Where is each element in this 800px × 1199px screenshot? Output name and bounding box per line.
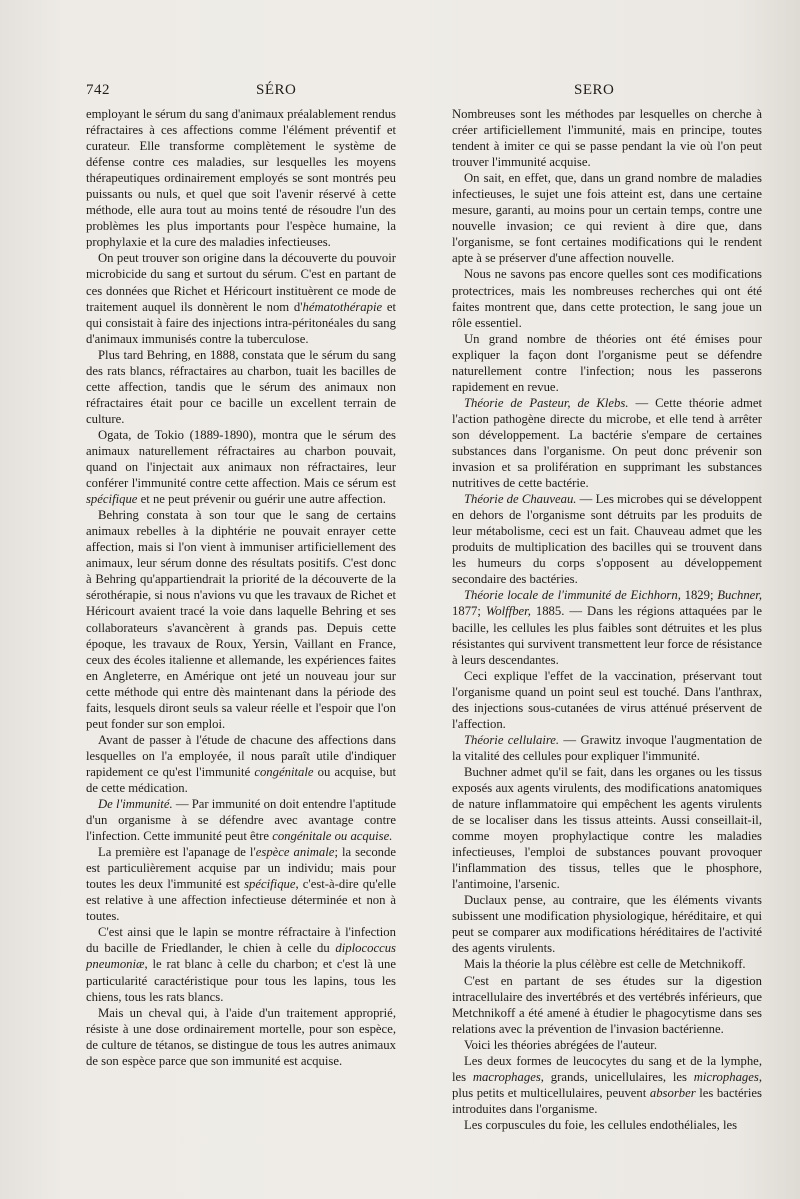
- paragraph: De l'immunité. — Par immunité on doit entendre l'aptitude d'un organisme à se défendre avec avantage contre l'infection. Cette immunité peut être congénitale ou acquise.: [86, 797, 396, 844]
- paragraph: Mais un cheval qui, à l'aide d'un traitement approprié, résiste à une dose ordinairement mortelle, pour son espèce, de culture de tétanos, se distingue de tous les autres animaux de son espèce parce que son immunité est acquise.: [86, 1005, 396, 1068]
- paragraph: Théorie de Chauveau. — Les microbes qui se développent en dehors de l'organisme sont détruits par les produits de leur métabolisme, ceci est un fait. Chauveau admet que les produits de multiplication des bacilles qui se trouvent dans les humeurs du corps s'opposent au développement secondaire des bactéries.: [452, 492, 762, 587]
- paragraph: Mais la théorie la plus célèbre est celle de Metchnikoff.: [464, 957, 746, 972]
- paragraph: C'est ainsi que le lapin se montre réfractaire à l'infection du bacille de Friedlander, le chien à celle du diplococcus pneumoniæ, le rat blanc à celle du charbon; et c'est là une particularité caractéristique pour tous les lapins, tous les chiens, tous les rats blancs.: [86, 925, 396, 1004]
- paragraph: Théorie locale de l'immunité de Eichhorn, 1829; Buchner, 1877; Wolffber, 1885. — Dans les régions attaquées par le bacille, les cellules les plus faibles sont détruites et les plus résistantes qui survivent transmettent leur force de résistance à leurs descendantes.: [452, 588, 763, 667]
- paragraph: Plus tard Behring, en 1888, constata que le sérum du sang des rats blancs, réfractaires au charbon, tuait les bacilles de cette affection, tandis que le sérum des animaux non réfractaires était pour ce bacille un excellent terrain de culture.: [86, 347, 396, 426]
- paragraph: Théorie cellulaire. — Grawitz invoque l'augmentation de la vitalité des cellules pour expliquer l'immunité.: [452, 732, 762, 763]
- paragraph: Ogata, de Tokio (1889-1890), montra que le sérum des animaux naturellement réfractaires au charbon pouvait, quand on l'injectait aux animaux non réfractaires, leur conférer l'immunité contre cette affection. Mais ce sérum est spécifique et ne peut prévenir ou guérir une autre affection.: [86, 427, 396, 507]
- paragraph: Duclaux pense, au contraire, que les éléments vivants subissent une modification physiologique, héréditaire, et qui peut se comparer aux modifications héréditaires de l'activité des agents virulents.: [452, 893, 762, 956]
- paragraph: Les corpuscules du foie, les cellules endothéliales, les: [464, 1117, 738, 1132]
- paragraph: Nous ne savons pas encore quelles sont ces modifications protectrices, mais les nombreuses recherches qui ont été faites montrent que, dans cette protection, le sang joue un rôle essentiel.: [452, 267, 762, 330]
- page-number: 742: [86, 82, 110, 98]
- paragraph: On sait, en effet, que, dans un grand nombre de maladies infectieuses, le sujet une fois atteint est, dans une certaine mesure, garanti, au moins pour un certain temps, contre une nouvelle invasion; ce qui revient à dire que, dans l'organisme, se font certaines modifications qui le rendent apte à se préserver d'une affection nouvelle.: [452, 171, 762, 266]
- paragraph: Les deux formes de leucocytes du sang et de la lymphe, les macrophages, grands, unicellulaires, les microphages, plus petits et multicellulaires, peuvent absorber les bactéries introduites dans l'organisme.: [452, 1053, 762, 1116]
- paragraph: On peut trouver son origine dans la découverte du pouvoir microbicide du sang et surtout du sérum. C'est en partant de ces données que Richet et Héricourt instituèrent ce mode de traitement auquel ils donnèrent le nom d'hématothérapie et qui consistait à faire des injections intra-péritonéales du sang d'animaux immunisés contre la tuberculose.: [86, 251, 396, 346]
- right-column: [452, 106, 762, 1133]
- running-head-left: SÉRO: [256, 82, 297, 98]
- paragraph: Avant de passer à l'étude de chacune des affections dans lesquelles on l'a employée, il nous paraît utile d'indiquer rapidement ce qu'est l'immunité congénitale ou acquise, but de cette médication.: [86, 732, 397, 795]
- left-column: [86, 106, 396, 1069]
- paragraph: Un grand nombre de théories ont été émises pour expliquer la façon dont l'organisme peut se défendre naturellement contre l'infection; nous les passerons rapidement en revue.: [452, 331, 762, 394]
- paragraph: Nombreuses sont les méthodes par lesquelles on cherche à créer artificiellement l'immunité, mais en principe, toutes tendent à imiter ce qui se passe pendant la vie où l'on peut trouver l'immunité acquise.: [452, 107, 762, 170]
- paragraph: Behring constata à son tour que le sang de certains animaux rebelles à la diphtérie ne pouvait enrayer cette affection, mais si l'on vient à immuniser artificiellement des animaux, leur sérum donne des résultats positifs. C'est donc à Behring qu'appartiendrait la priorité de la découverte de la sérothérapie, si nous n'avions vu que les travaux de Richet et Héricourt avaient tracé la voie dans laquelle Behring et ses collaborateurs s'avancèrent à grands pas. Depuis cette époque, les travaux de Roux, Yersin, Vaillant en France, ceux des écoles italienne et allemande, les expériences faites en Angleterre, en Amérique ont jeté un nouveau jour sur cette méthode qui entre dès maintenant dans la période des faits, lesquels diront seuls sa valeur réelle et l'espoir que l'on peut fonder sur son emploi.: [86, 508, 396, 731]
- paragraph: Buchner admet qu'il se fait, dans les organes ou les tissus exposés aux agents virulents, des modifications anatomiques de nature inflammatoire qui empêchent les agents virulents de se localiser dans les tissus atteints. Aussi conseillait-il, comme moyen prophylactique contre les maladies infectieuses, l'emploi de substances pouvant provoquer l'inflammation des tissus, telles que le phosphore, l'antimoine, l'arsenic.: [452, 764, 762, 892]
- page-header: [86, 82, 716, 102]
- paragraph: Ceci explique l'effet de la vaccination, préservant tout l'organisme quand un point seul est touché. Dans l'anthrax, des injections sous-cutanées de virus atténué préservent de l'affection.: [452, 668, 762, 731]
- paragraph: C'est en partant de ses études sur la digestion intracellulaire des invertébrés et des vertébrés inférieurs, que Metchnikoff a été amené à étudier le phagocytisme dans ses relations avec la prévention de l'invasion bactérienne.: [452, 973, 762, 1036]
- running-head-right: SERO: [574, 82, 615, 98]
- paragraph: Voici les théories abrégées de l'auteur.: [464, 1037, 657, 1052]
- paragraph: La première est l'apanage de l'espèce animale; la seconde est particulièrement acquise par un individu; mais pour toutes les deux l'immunité est spécifique, c'est-à-dire qu'elle est relative à une affection infectieuse déterminée et non à toutes.: [86, 845, 396, 924]
- paragraph: employant le sérum du sang d'animaux préalablement rendus réfractaires à ces affections comme l'élément préventif et curateur. Elle transforme complètement le système de défense contre ces maladies, sur lesquelles les moyens thérapeutiques ordinairement employés se sont montrés peu puissants ou nuls, et quel que soit l'avenir réservé à cette méthode, elle aura tout au moins tenté de résoudre l'un des problèmes les plus importants pour l'espèce humaine, la prophylaxie et la cure des maladies infectieuses.: [86, 107, 396, 250]
- paragraph: Théorie de Pasteur, de Klebs. — Cette théorie admet l'action pathogène directe du microbe, et elle tend à arrêter son développement. La bactérie s'empare de certaines substances dans l'organisme. On peut donc prévenir son invasion et sa prolifération en supprimant les substances nutritives de cette bactérie.: [452, 395, 762, 491]
